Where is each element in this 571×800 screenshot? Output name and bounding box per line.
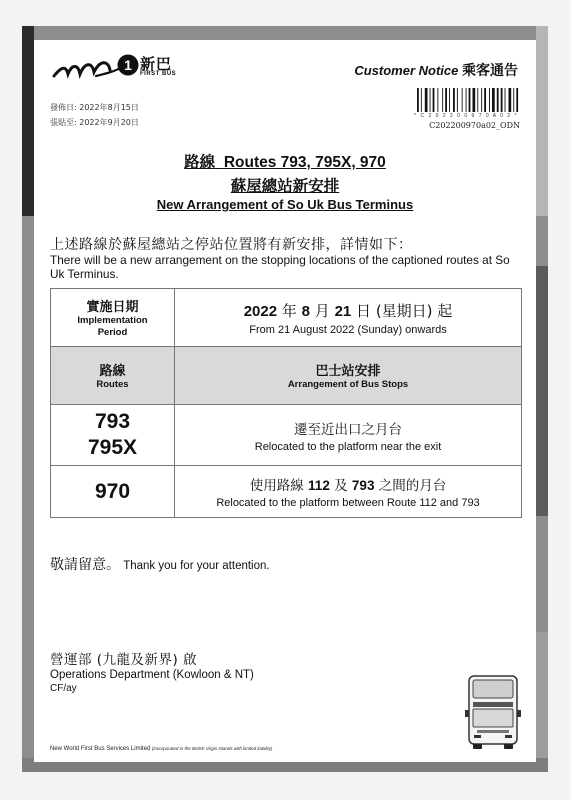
period-year: 2022 (243, 302, 278, 320)
first-bus-logo (52, 52, 187, 84)
arrangement-zh-prefix: 使用路線 (249, 478, 304, 494)
table-cell (51, 466, 175, 517)
title-terminus-zh: 蘇屋總站新安排 (230, 177, 340, 195)
table-cell (175, 347, 521, 404)
table-cell (51, 347, 175, 404)
header-arrangement-zh: 巴士站安排 (315, 364, 381, 379)
svg-text:1: 1 (124, 57, 132, 73)
arrangement-zh (250, 474, 447, 494)
route-ref: 112 (308, 478, 330, 493)
header-arrangement-en: Arrangement of Bus Stops (287, 379, 409, 390)
frame-stripe (536, 26, 548, 216)
thanks-line (50, 554, 270, 574)
logo-english-text: FIRST BUS (140, 71, 177, 77)
frame-stripe (22, 26, 34, 216)
thanks-zh: 敬請留意。 (50, 557, 120, 573)
title-terminus-en: New Arrangement of So Uk Bus Terminus (156, 197, 414, 212)
table-row (51, 289, 521, 346)
title-routes (34, 150, 536, 172)
footer (50, 746, 272, 752)
route-number: 970 (94, 479, 131, 503)
notice-title-zh: 乘客通告 (462, 63, 518, 79)
reference-code: CF/ay (50, 683, 77, 694)
post-date: 2022年9月20日 (79, 118, 139, 127)
notice-title (354, 60, 518, 80)
table-cell (51, 405, 175, 465)
table-cell (175, 466, 521, 517)
header-routes-en: Routes (96, 379, 129, 390)
period-day: 21 (334, 302, 352, 320)
period-label-en: Implementation Period (77, 315, 148, 338)
period-weekday: (星期日) 起 (375, 301, 453, 320)
table-row (51, 404, 521, 465)
issue-label: 發佈日: (50, 103, 77, 112)
issue-date: 2022年8月15日 (79, 103, 139, 112)
table-row (51, 465, 521, 517)
notice-title-en: Customer Notice (354, 63, 459, 78)
company-name: New World First Bus Services Limited (50, 746, 151, 752)
title-routes-zh: 路線 (184, 153, 216, 171)
intro-chinese: 上述路線於蘇屋總站之停站位置將有新安排，詳情如下： (50, 237, 413, 253)
logo-chinese-text: 新巴 (140, 55, 173, 73)
frame-stripe (536, 632, 548, 772)
period-date-zh (244, 300, 453, 321)
barcode-icon (416, 88, 520, 112)
notice-code: C202200970a02_ODN (429, 121, 520, 130)
notice-paper (34, 40, 536, 762)
route-number: 795X (87, 436, 138, 459)
route-ref: 793 (351, 478, 375, 493)
notice-dates (50, 100, 139, 130)
arrangement-en: Relocated to the platform between Route 112 and 793 (216, 497, 480, 509)
period-day-unit: 日 (356, 301, 372, 320)
period-year-unit: 年 (281, 301, 297, 320)
arrangement-zh-mid: 及 (334, 478, 348, 494)
header-routes-zh: 路線 (99, 364, 126, 379)
barcode-digits: * C 2 0 2 2 0 0 9 7 0 A 0 2 * (414, 113, 518, 119)
table-cell (51, 289, 175, 346)
incorporation-note: (incorporated in the British Virgin Islands with limited liability) (151, 746, 273, 751)
intro-english: There will be a new arrangement on the stopping locations of the captioned routes at So Uk Terminus. (50, 253, 510, 281)
table-cell (175, 289, 521, 346)
issue-date-line (50, 100, 139, 115)
post-label: 張貼至: (50, 118, 77, 127)
arrangement-zh-suffix: 之間的月台 (378, 478, 447, 494)
title-routes-en: Routes 793, 795X, 970 (223, 154, 386, 171)
arrangement-table (50, 288, 522, 518)
arrangement-en: Relocated to the platform near the exit (254, 440, 442, 453)
period-label-zh: 實施日期 (86, 300, 139, 315)
arrangement-zh: 遷至近出口之月台 (294, 421, 402, 438)
frame-stripe (536, 266, 548, 516)
period-month-unit: 月 (314, 301, 330, 320)
double-decker-bus-icon (464, 674, 522, 750)
route-number: 793 (94, 410, 131, 433)
post-date-line (50, 115, 139, 130)
thanks-en: Thank you for your attention. (123, 560, 270, 572)
department-zh: 營運部 (九龍及新界) 啟 (50, 652, 198, 668)
period-date-en: From 21 August 2022 (Sunday) onwards (249, 323, 447, 336)
department-en: Operations Department (Kowloon & NT) (50, 669, 254, 681)
table-header-row (51, 346, 521, 404)
period-month: 8 (301, 302, 310, 320)
table-cell (175, 405, 521, 465)
